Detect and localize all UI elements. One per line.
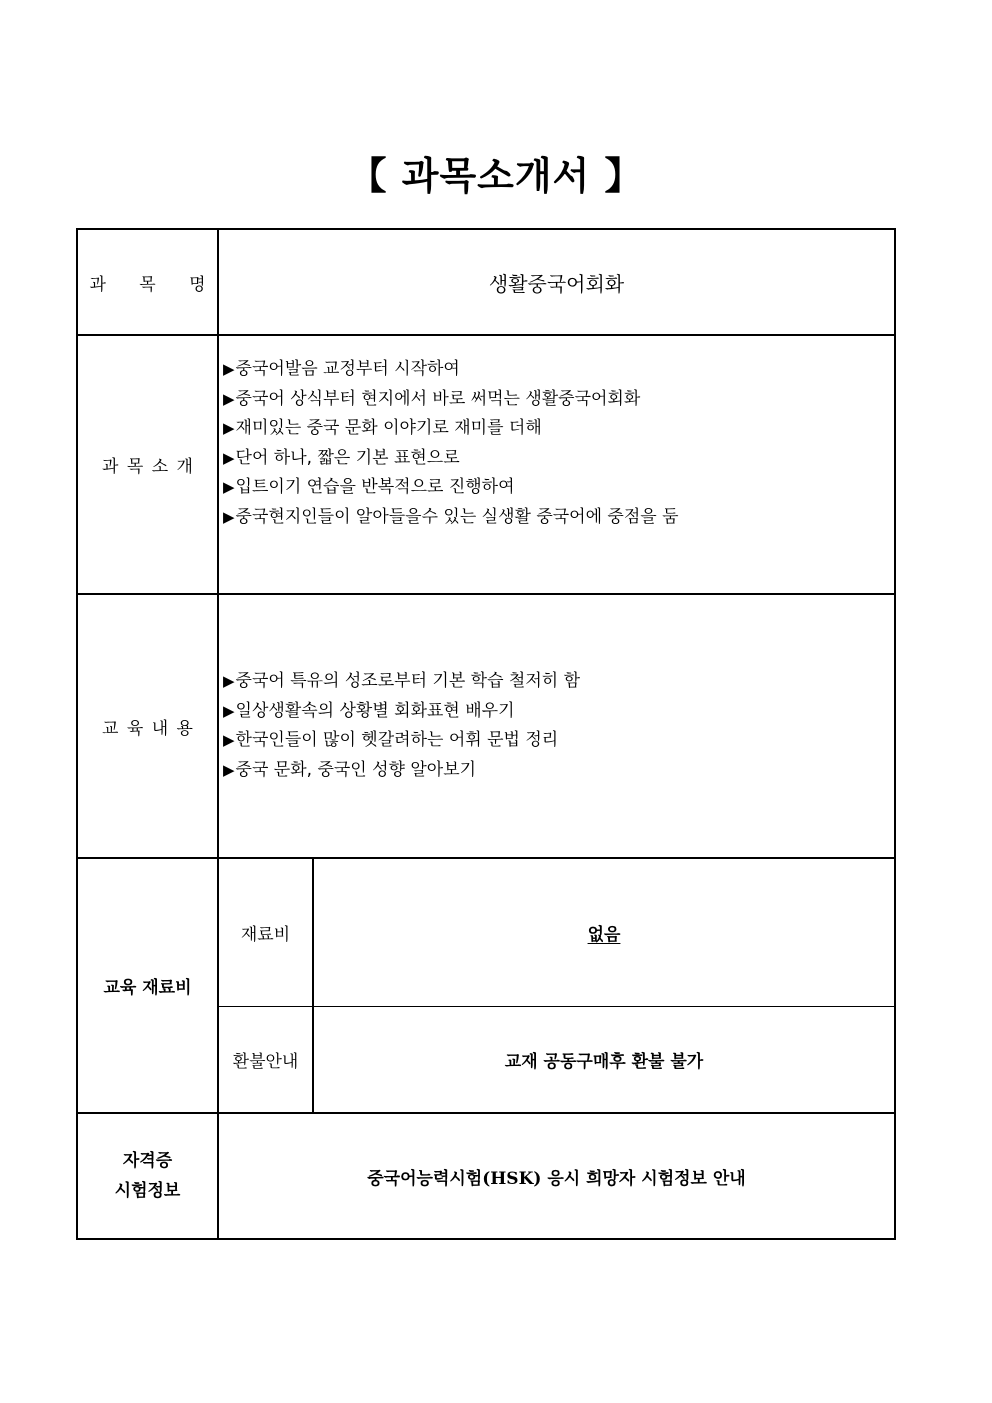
cert-label: 자격증 시험정보 [77,1113,218,1239]
course-intro-list [218,335,895,594]
list-item: ▶ 중국 문화, 중국인 성향 알아보기 [223,756,894,786]
list-item: ▶ 단어 하나, 짧은 기본 표현으로 [223,444,894,474]
cert-value: 중국어능력시험(HSK) 응시 희망자 시험정보 안내 [218,1113,895,1239]
course-content-label: 교 육 내 용 [77,594,218,858]
course-name-label: 과 목 명 [77,229,218,335]
list-item: ▶ 일상생활속의 상황별 회화표현 배우기 [223,697,894,727]
course-content-row [77,594,895,858]
course-table [76,228,896,1240]
list-item: ▶ 중국어발음 교정부터 시작하여 [223,355,894,385]
list-item: ▶ 중국어 상식부터 현지에서 바로 써먹는 생활중국어회화 [223,385,894,415]
list-item: ▶ 재미있는 중국 문화 이야기로 재미를 더해 [223,414,894,444]
material-value-cell [313,858,895,1006]
list-item: ▶ 중국어 특유의 성조로부터 기본 학습 철저히 함 [223,667,894,697]
cert-row [77,1113,895,1239]
course-intro-label: 과 목 소 개 [77,335,218,594]
refund-value: 교재 공동구매후 환불 불가 [313,1006,895,1113]
course-intro-row [77,335,895,594]
list-item: ▶ 입트이기 연습을 반복적으로 진행하여 [223,473,894,503]
material-fee-row [77,858,895,1006]
course-content-list [218,594,895,858]
fee-label: 교육 재료비 [77,858,218,1113]
list-item: ▶ 한국인들이 많이 헷갈려하는 어휘 문법 정리 [223,726,894,756]
course-name-row [77,229,895,335]
course-name-value: 생활중국어회화 [218,229,895,335]
list-item: ▶ 중국현지인들이 알아들을수 있는 실생활 중국어에 중점을 둠 [223,503,894,533]
page-title: 【 과목소개서 】 [348,154,644,198]
material-value: 없음 [587,924,621,945]
material-label: 재료비 [218,858,313,1006]
refund-label: 환불안내 [218,1006,313,1113]
